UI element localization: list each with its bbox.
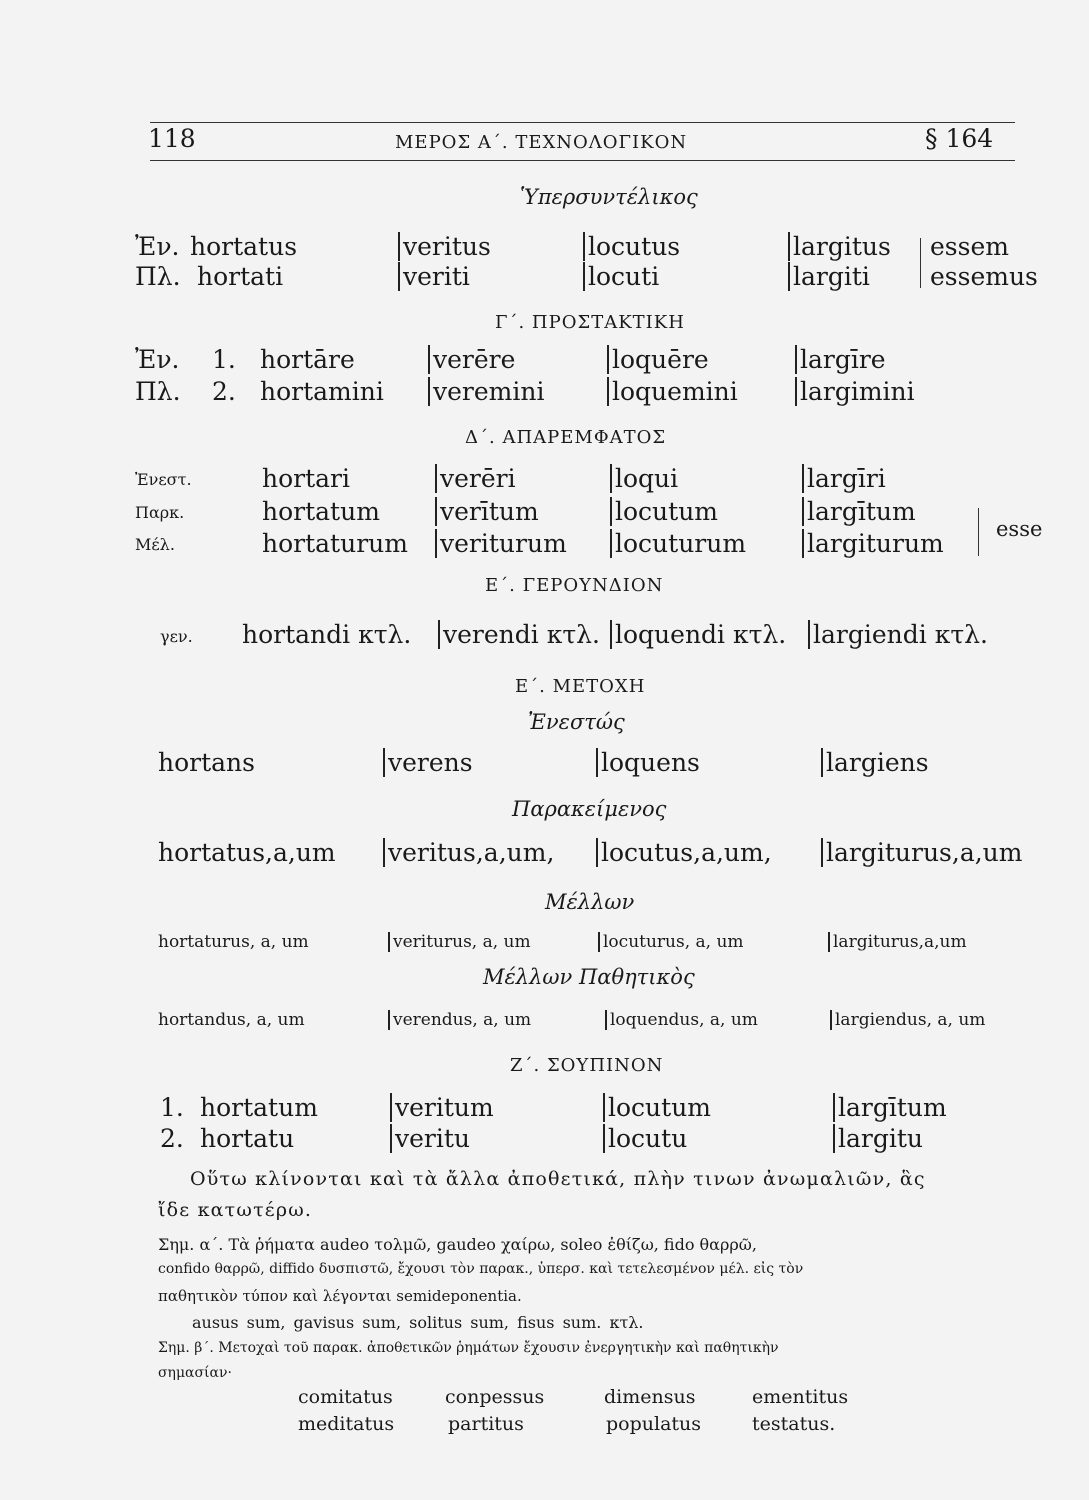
brace (978, 508, 979, 556)
supine-heading: Ζ΄. ΣΟΥΠΙΝΟΝ (510, 1055, 664, 1076)
cell: largiturum (802, 529, 944, 558)
cell: verendus, a, um (388, 1010, 531, 1030)
cell: largiturus,a,um (828, 932, 967, 952)
row-label: Πλ. (135, 377, 181, 406)
cell: hortandus, a, um (158, 1010, 305, 1030)
paragraph-line: ἴδε κατωτέρω. (158, 1199, 313, 1221)
header-rule-bottom (150, 160, 1015, 161)
cell: hortaturum (262, 529, 408, 558)
cell: verēre (428, 345, 515, 374)
running-title: ΜΕΡΟΣ Α΄. ΤΕΧΝΟΛΟΓΙΚΟΝ (395, 132, 688, 153)
cell: largimini (795, 377, 915, 406)
row-number: 2. (212, 377, 236, 406)
cell: hortans (158, 748, 255, 777)
row-number: 2. (160, 1124, 184, 1153)
cell: verēri (435, 464, 516, 493)
cell: loquēre (607, 345, 709, 374)
header-rule-top (150, 122, 1015, 123)
cell: veriturus, a, um (388, 932, 531, 952)
aux-verb: esse (996, 517, 1043, 541)
page-number: 118 (148, 124, 196, 153)
cell: locutus (583, 232, 680, 261)
cell: hortandi κτλ. (242, 620, 412, 649)
aux-verb: essem (930, 232, 1009, 261)
word: testatus. (752, 1413, 836, 1435)
cell: locuti (583, 262, 659, 291)
cell: largiendus, a, um (830, 1010, 985, 1030)
cell: largītum (802, 497, 916, 526)
cell: verītum (435, 497, 539, 526)
cell: hortamini (260, 377, 384, 406)
cell: largīre (795, 345, 886, 374)
paragraph-line: Οὕτω κλίνονται καὶ τὰ ἄλλα ἀποθετικά, πλὴν τινων ἀνωμαλιῶν, ἃς (190, 1168, 926, 1190)
row-label: γεν. (160, 627, 193, 646)
cell: hortaturus, a, um (158, 932, 309, 952)
word: populatus (606, 1413, 702, 1435)
note-line: confido θαρρῶ, diffido δυσπιστῶ, ἔχουσι τὸν παρακ., ὑπερσ. καὶ τετελεσμένον μέλ. εἰς τὸν (158, 1261, 804, 1277)
cell: largiendi κτλ. (808, 620, 988, 649)
cell: locuturum (610, 529, 746, 558)
cell: veriturum (435, 529, 567, 558)
word: meditatus (298, 1413, 395, 1435)
row-number: 1. (160, 1093, 184, 1122)
cell: hortatus,a,um (158, 838, 336, 867)
pluperfect-heading: Ὑπερσυντέλικος (520, 185, 698, 209)
cell: hortatus (190, 232, 298, 261)
cell: hortāre (260, 345, 355, 374)
cell: verendi κτλ. (438, 620, 600, 649)
word: comitatus (298, 1386, 393, 1408)
cell: locutum (610, 497, 718, 526)
imperative-heading: Γ΄. ΠΡΟΣΤΑΚΤΙΚΗ (495, 312, 685, 333)
word: ementitus (752, 1386, 849, 1408)
cell: locuturus, a, um (598, 932, 744, 952)
cell: veremini (428, 377, 544, 406)
subheading: Παρακείμενος (512, 797, 667, 821)
cell: hortatum (200, 1093, 318, 1122)
cell: hortatum (262, 497, 380, 526)
cell: hortatu (200, 1124, 295, 1153)
subheading: Μέλλων (545, 890, 635, 914)
note-line: σημασίαν· (158, 1365, 232, 1381)
aux-verb: essemus (930, 262, 1038, 291)
cell: veriti (398, 262, 470, 291)
cell: loquendi κτλ. (610, 620, 786, 649)
cell: hortari (262, 464, 351, 493)
cell: largiti (788, 262, 870, 291)
cell: loquens (596, 748, 700, 777)
subheading: Ἐνεστώς (528, 710, 625, 734)
infinitive-heading: Δ΄. ΑΠΑΡΕΜΦΑΤΟΣ (465, 427, 667, 448)
cell: loqui (610, 464, 678, 493)
cell: loquemini (607, 377, 738, 406)
participle-heading: Ε΄. ΜΕΤΟΧΗ (515, 676, 646, 697)
note-line: Σημ. α΄. Τὰ ῥήματα audeo τολμῶ, gaudeo χαίρω, soleo ἐθίζω, fido θαρρῶ, (158, 1235, 757, 1254)
word: conpessus (445, 1386, 545, 1408)
word: partitus (448, 1413, 524, 1435)
cell: loquendus, a, um (605, 1010, 758, 1030)
cell: locutu (603, 1124, 687, 1153)
brace (920, 238, 921, 288)
cell: verens (383, 748, 473, 777)
row-label: Μέλ. (135, 535, 175, 554)
cell: veritus,a,um, (383, 838, 554, 867)
subheading: Μέλλων Παθητικὸς (483, 965, 695, 989)
note-line: Σημ. β΄. Μετοχαὶ τοῦ παρακ. ἀποθετικῶν ῥημάτων ἔχουσιν ἐνεργητικὴν καὶ παθητικὴν (158, 1340, 779, 1356)
row-label: Ἐν. (135, 232, 180, 261)
word: dimensus (604, 1386, 696, 1408)
cell: veritus (398, 232, 491, 261)
row-label: Πλ. (135, 262, 181, 291)
section-number: § 164 (925, 124, 994, 153)
note-line: παθητικὸν τύπον καὶ λέγονται semideponentia. (158, 1287, 522, 1305)
cell: veritum (390, 1093, 494, 1122)
cell: largiturus,a,um (821, 838, 1022, 867)
note-line: ausus sum, gavisus sum, solitus sum, fisus sum. κτλ. (192, 1313, 644, 1332)
cell: largitu (833, 1124, 923, 1153)
cell: hortati (197, 262, 284, 291)
gerund-heading: Ε΄. ΓΕΡΟΥΝΔΙΟΝ (485, 575, 664, 596)
cell: largiens (821, 748, 929, 777)
cell: largītum (833, 1093, 947, 1122)
cell: largīri (802, 464, 886, 493)
cell: veritu (390, 1124, 470, 1153)
row-label: Ἐν. (135, 345, 180, 374)
cell: largitus (788, 232, 891, 261)
cell: locutus,a,um, (596, 838, 772, 867)
cell: locutum (603, 1093, 711, 1122)
row-label: Παρκ. (135, 503, 185, 522)
row-number: 1. (212, 345, 236, 374)
row-label: Ἐνεστ. (135, 470, 192, 489)
